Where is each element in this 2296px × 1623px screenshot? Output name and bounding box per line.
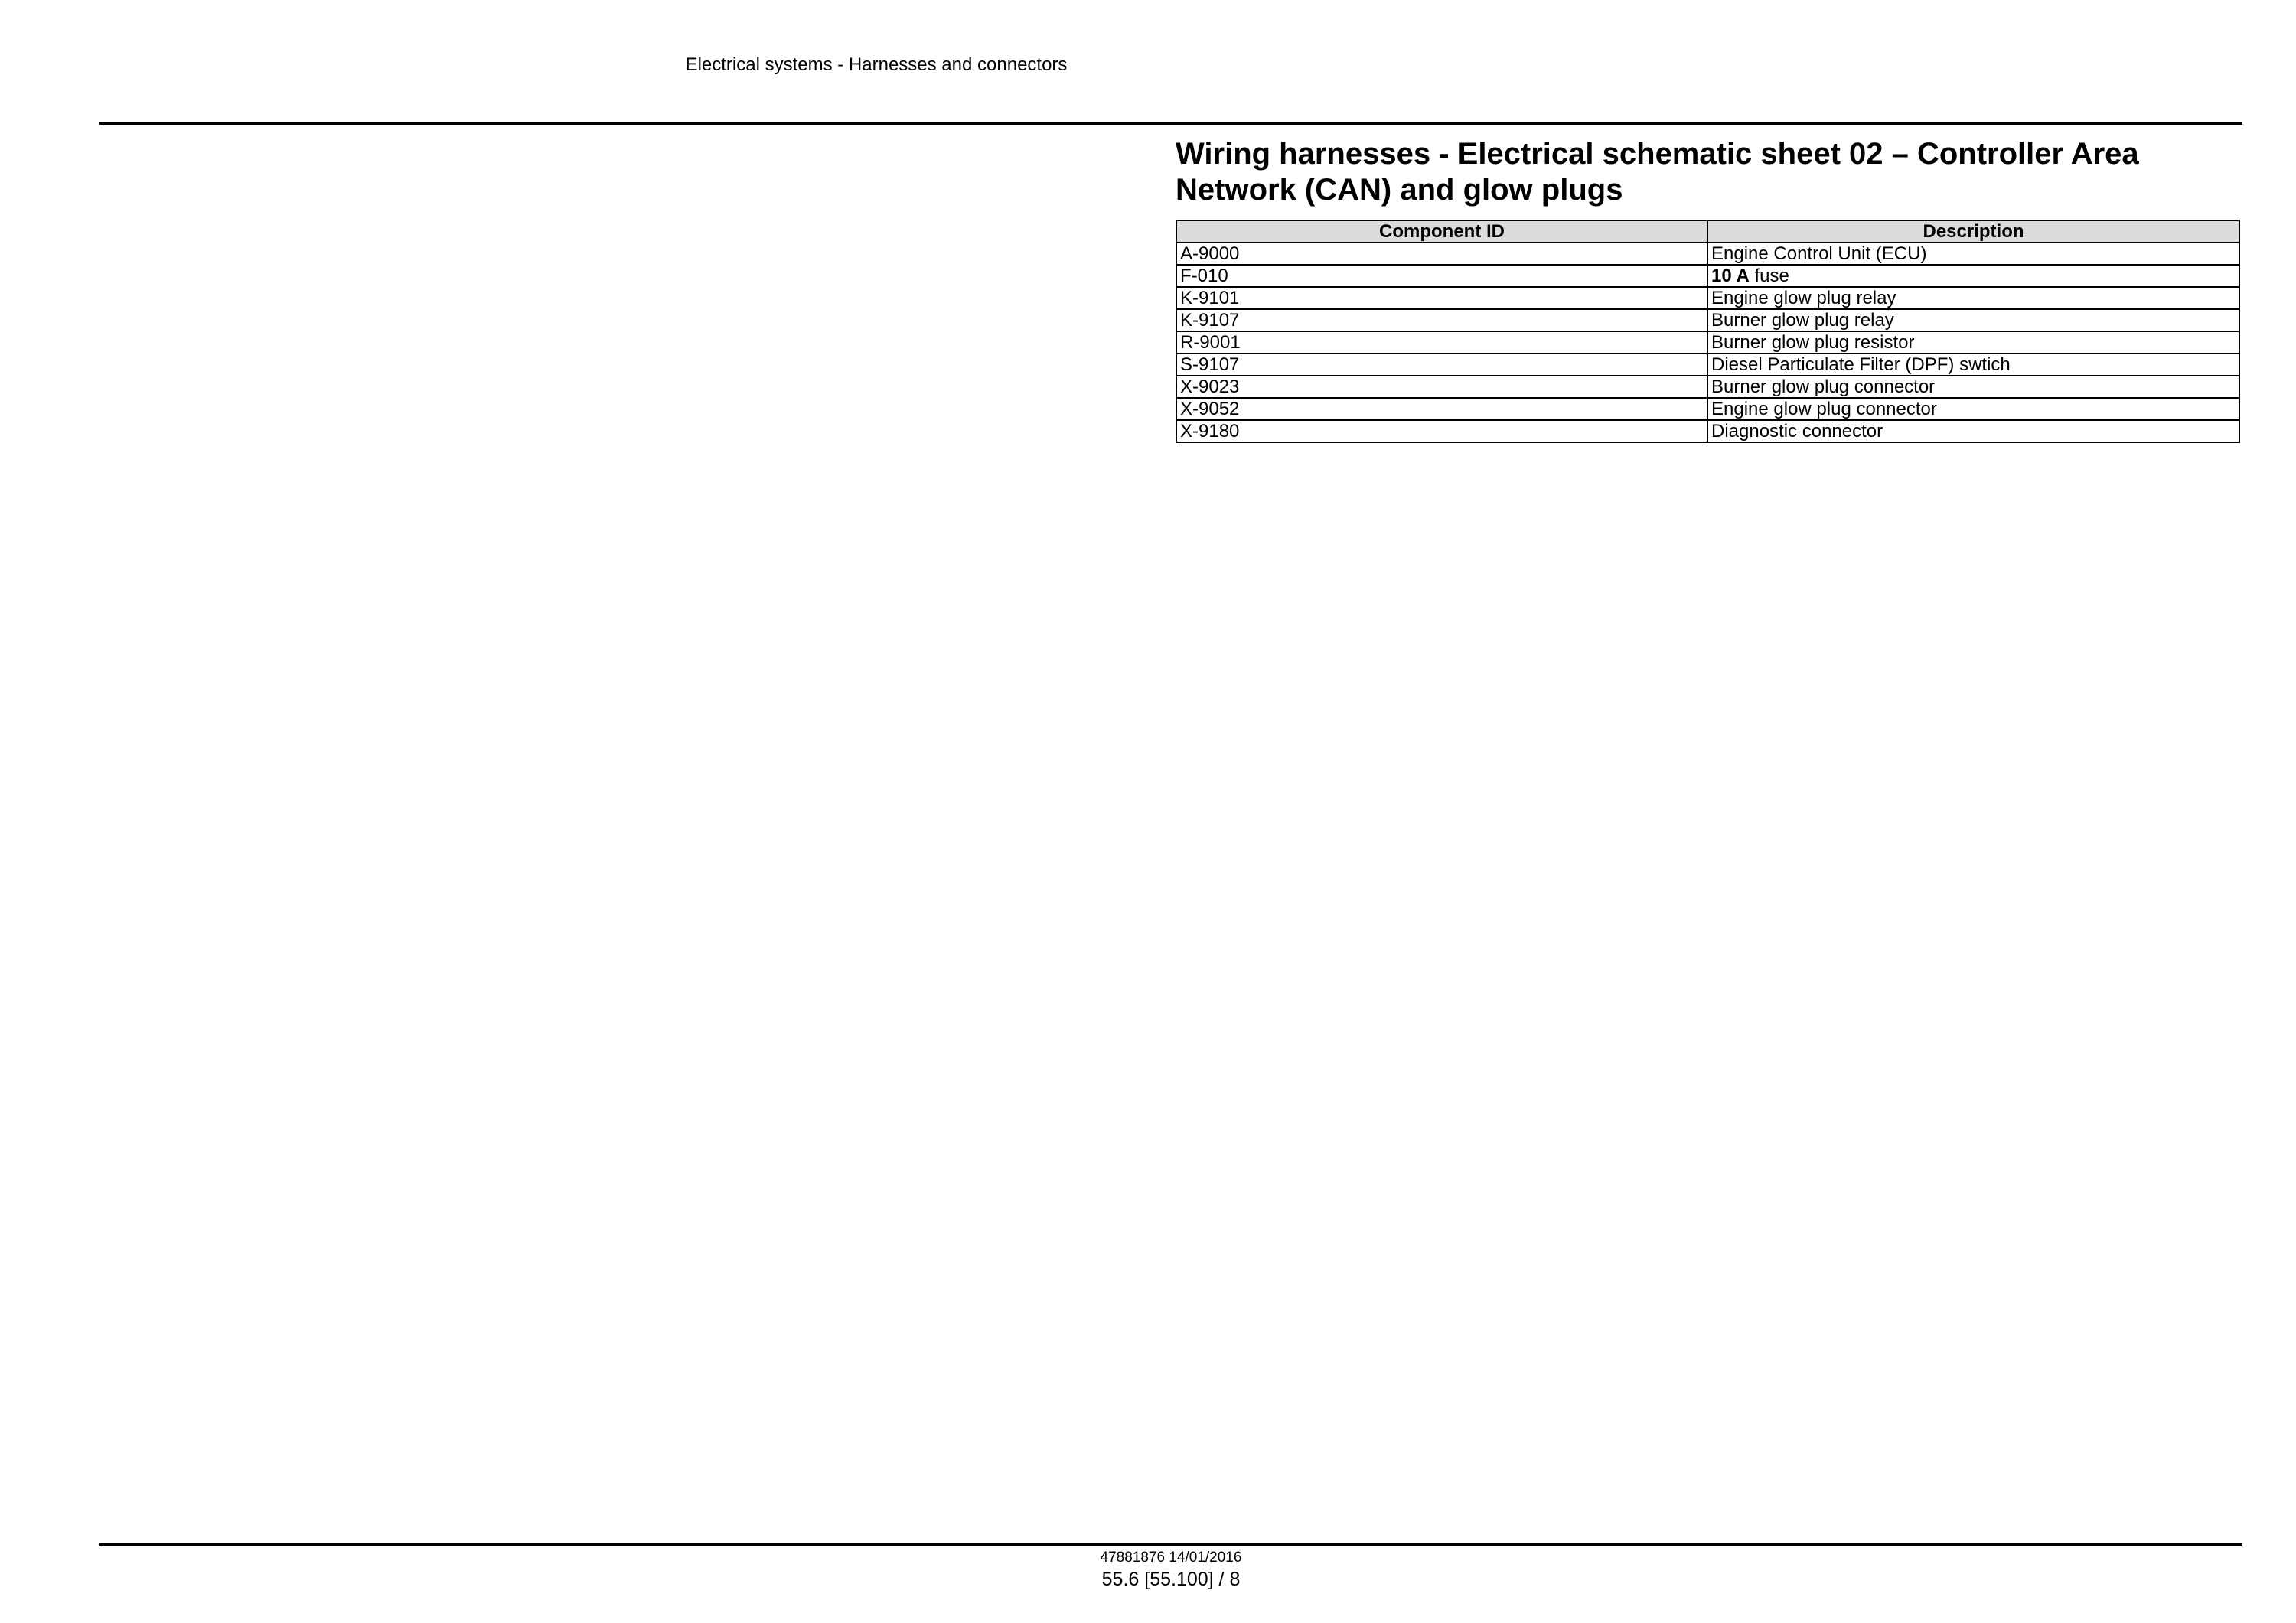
column-header-description: Description xyxy=(1707,220,2239,243)
component-id-cell: X-9023 xyxy=(1176,376,1707,398)
component-id-cell: K-9107 xyxy=(1176,309,1707,331)
description-cell xyxy=(1707,376,2239,398)
table-row xyxy=(1176,331,2239,354)
component-id-cell: X-9052 xyxy=(1176,398,1707,420)
table-row xyxy=(1176,287,2239,309)
component-id-cell: X-9180 xyxy=(1176,420,1707,442)
column-header-component-id: Component ID xyxy=(1176,220,1707,243)
table-row xyxy=(1176,354,2239,376)
description-cell xyxy=(1707,243,2239,265)
header-divider xyxy=(99,122,2242,125)
description-text: Burner glow plug resistor xyxy=(1711,332,1915,353)
table-row xyxy=(1176,376,2239,398)
description-cell xyxy=(1707,265,2239,287)
description-text: Engine glow plug relay xyxy=(1711,288,1896,308)
table-row xyxy=(1176,398,2239,420)
component-table xyxy=(1176,220,2240,443)
component-id-cell: A-9000 xyxy=(1176,243,1707,265)
description-text: fuse xyxy=(1749,266,1789,286)
footer-divider xyxy=(99,1543,2242,1546)
component-id-cell: S-9107 xyxy=(1176,354,1707,376)
description-text: Diagnostic connector xyxy=(1711,421,1883,442)
footer-page-reference: 55.6 [55.100] / 8 xyxy=(1101,1569,1241,1590)
table-header-row xyxy=(1176,220,2239,243)
table-row xyxy=(1176,309,2239,331)
description-bold: 10 A xyxy=(1711,266,1750,286)
component-id-cell: K-9101 xyxy=(1176,287,1707,309)
component-id-cell: R-9001 xyxy=(1176,331,1707,354)
description-text: Engine glow plug connector xyxy=(1711,399,1937,419)
description-cell xyxy=(1707,354,2239,376)
description-cell xyxy=(1707,309,2239,331)
section-title: Wiring harnesses - Electrical schematic sheet 02 – Controller Area Network (CAN) and glow plugs xyxy=(1176,137,2139,207)
table-row xyxy=(1176,420,2239,442)
component-id-cell: F-010 xyxy=(1176,265,1707,287)
footer-document-reference: 47881876 14/01/2016 xyxy=(1100,1550,1242,1566)
description-text: Burner glow plug connector xyxy=(1711,376,1936,397)
table-row xyxy=(1176,243,2239,265)
running-header: Electrical systems - Harnesses and connectors xyxy=(685,54,1068,75)
description-cell xyxy=(1707,287,2239,309)
description-cell xyxy=(1707,331,2239,354)
description-cell xyxy=(1707,398,2239,420)
description-text: Engine Control Unit (ECU) xyxy=(1711,243,1927,264)
description-text: Burner glow plug relay xyxy=(1711,310,1894,331)
description-text: Diesel Particulate Filter (DPF) swtich xyxy=(1711,354,2011,375)
table-row xyxy=(1176,265,2239,287)
description-cell xyxy=(1707,420,2239,442)
